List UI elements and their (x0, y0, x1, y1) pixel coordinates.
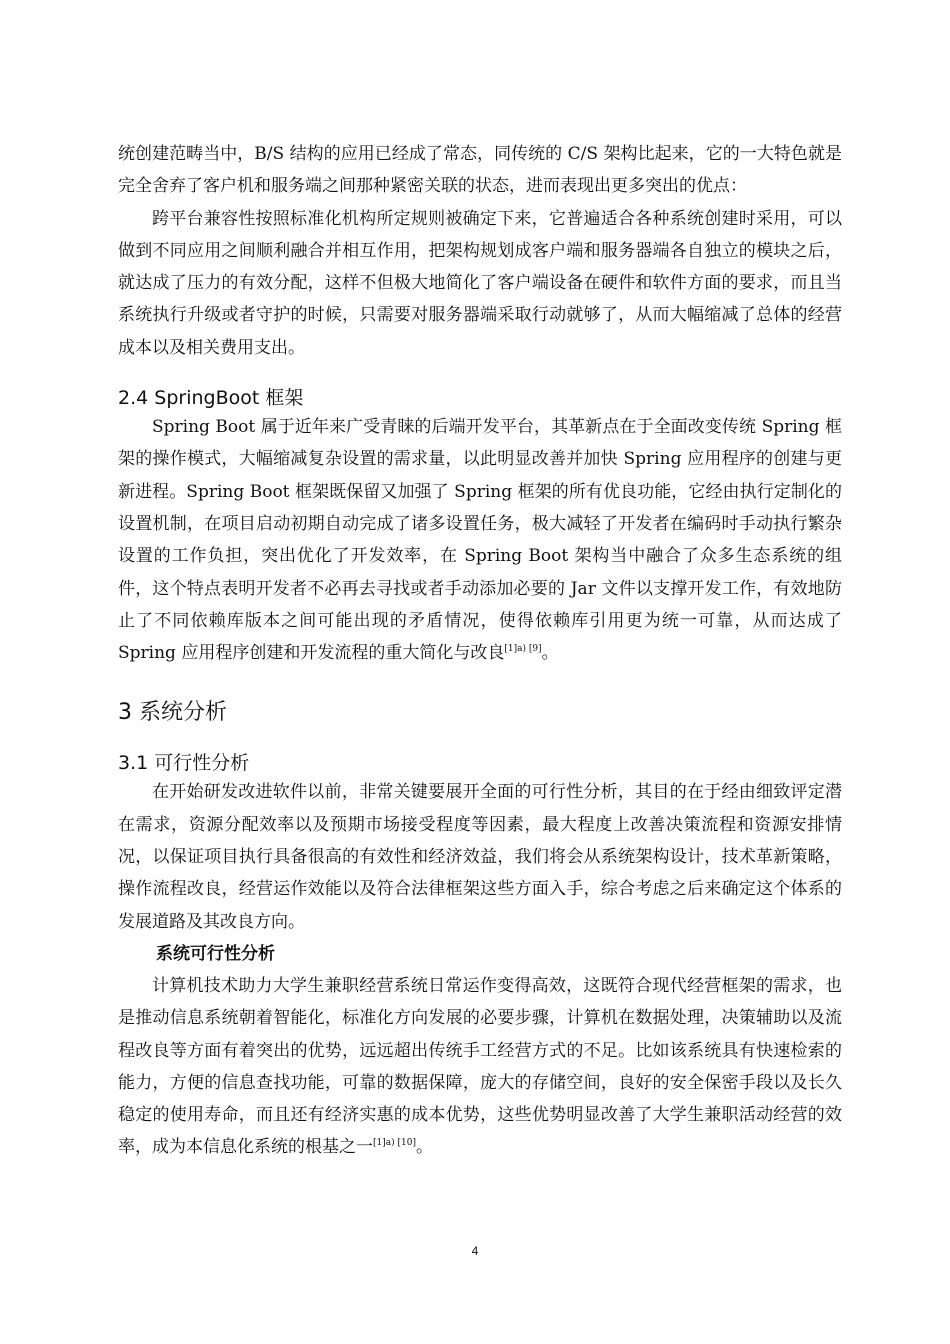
paragraph-end: 。 (415, 1137, 433, 1158)
springboot-paragraph-text: Spring Boot 属于近年来广受青睐的后端开发平台，其革新点在于全面改变传统 Spring 框架的操作模式，大幅缩减复杂设置的需求量，以此明显改善并加快 Spring 应用程序的创建与更新进程。Spring Boot 框架既保留又加强了 Spring 框架的所有优良功能，它经由执行定制化的设置机制，在项目启动初期自动完成了诸多设置任务，极大减轻了开发者在编码时手动执行繁杂设置的工作负担，突出优化了开发效率，在 Spring Boot 架构当中融合了众多生态系统的组件，这个特点表明开发者不必再去寻找或者手动添加必要的 Jar 文件以支撑开发工作，有效地防止了不同依赖库版本之间可能出现的矛盾情况，使得依赖库引用更为统一可靠，从而达成了 Spring 应用程序创建和开发流程的重大简化与改良 (118, 417, 842, 664)
page-number: 4 (471, 1244, 479, 1258)
paragraph-end: 。 (541, 643, 559, 664)
system-feasibility-text: 计算机技术助力大学生兼职经营系统日常运作变得高效，这既符合现代经营框架的需求，也是推动信息系统朝着智能化，标准化方向发展的必要步骤，计算机在数据处理，决策辅助以及流程改良等方面有着突出的优势，远远超出传统手工经营方式的不足。比如该系统具有快速检索的能力，方便的信息查找功能，可靠的数据保障，庞大的存储空间，良好的安全保密手段以及长久稳定的使用寿命，而且还有经济实惠的成本优势，这些优势明显改善了大学生兼职活动经营的效率，成为本信息化系统的根基之一 (118, 975, 842, 1158)
citation-marker: [1]a) [9] (504, 644, 542, 655)
system-feasibility-heading: 系统可行性分析 (156, 943, 275, 964)
citation-marker: [1]a) [10] (373, 1138, 416, 1149)
section-3-heading: 3 系统分析 (118, 700, 227, 726)
cross-platform-paragraph: 跨平台兼容性按照标准化机构所定规则被确定下来，它普遍适合各种系统创建时采用，可以做到不同应用之间顺利融合并相互作用，把架构规划成客户端和服务器端各自独立的模块之后，就达成了压力的有效分配，这样不但极大地简化了客户端设备在硬件和软件方面的要求，而且当系统执行升级或者守护的时候，只需要对服务器端采取行动就够了，从而大幅缩减了总体的经营成本以及相关费用支出。 (118, 208, 842, 358)
section-2-4-heading: 2.4 SpringBoot 框架 (118, 387, 304, 410)
continuation-paragraph: 统创建范畴当中，B/S 结构的应用已经成了常态，同传统的 C/S 架构比起来，它的一大特色就是完全舍弃了客户机和服务端之间那种紧密关联的状态，进而表现出更多突出的优点： (118, 144, 842, 197)
feasibility-paragraph: 在开始研发改进软件以前，非常关键要展开全面的可行性分析，其目的在于经由细致评定潜在需求，资源分配效率以及预期市场接受程度等因素，最大程度上改善决策流程和资源安排情况，以保证项目执行具备很高的有效性和经济效益，我们将会从系统架构设计，技术革新策略，操作流程改良，经营运作效能以及符合法律框架这些方面入手，综合考虑之后来确定这个体系的发展道路及其改良方向。 (118, 782, 842, 932)
springboot-paragraph (118, 411, 842, 669)
page-content (118, 138, 842, 1164)
section-3-1-heading: 3.1 可行性分析 (118, 752, 250, 775)
system-feasibility-paragraph (118, 970, 842, 1164)
